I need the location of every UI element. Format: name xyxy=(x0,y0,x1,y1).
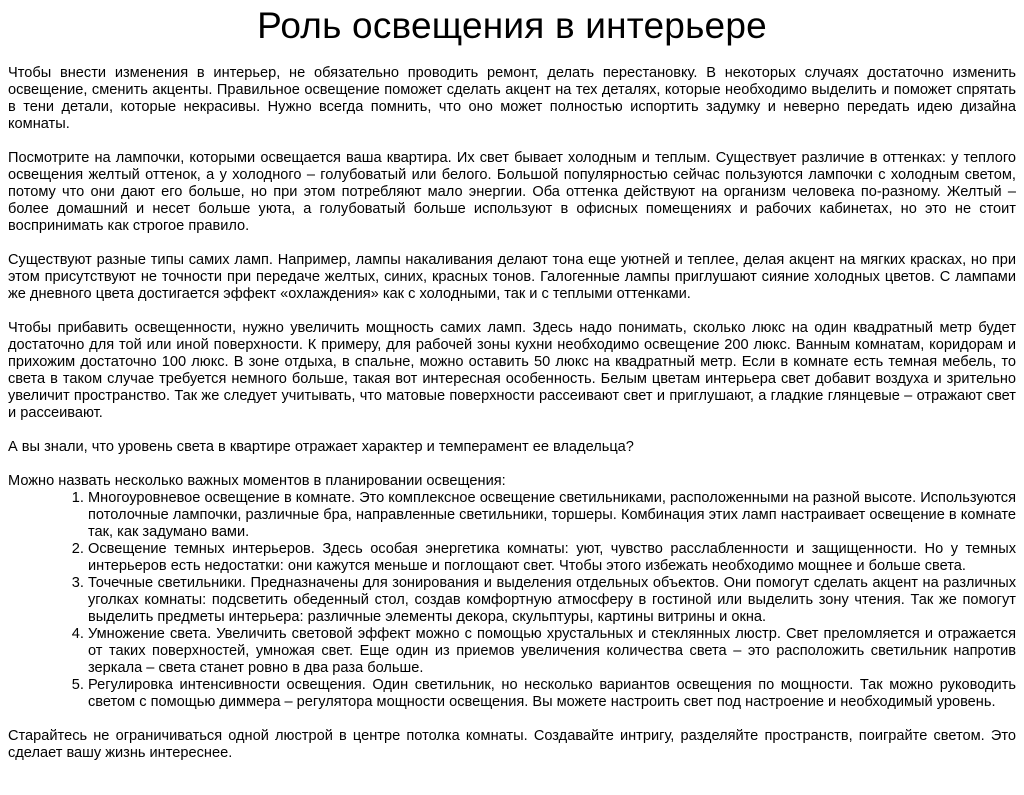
paragraph-intro: Чтобы внести изменения в интерьер, не обязательно проводить ремонт, делать перестановку. В некоторых случаях достаточно изменить освещение, сменить акценты. Правильное освещение поможет сделать акцент на тех деталях, которые необходимо выделить и поможет спрятать в тени детали, которые некрасивы. Нужно всегда помнить, что оно может полностью испортить задумку и неверно передать идею дизайна комнаты. xyxy=(8,65,1016,132)
paragraph-question: А вы знали, что уровень света в квартире отражает характер и темперамент ее владельца? xyxy=(8,439,634,455)
tips-list xyxy=(8,490,1016,711)
paragraph-lamps: Посмотрите на лампочки, которыми освещается ваша квартира. Их свет бывает холодным и теплым. Существует различие в оттенках: у теплого освещения желтый оттенок, а у холодного – голубоватый или белого. Большой популярностью сейчас пользуются лампочки с холодным светом, потому что они дают его больше, но при этом потребляют мало энергии. Оба оттенка действуют на организм человека по-разному. Желтый – более домашний и несет больше уюта, а голубоватый больше используют в офисных помещениях и рабочих кабинетах, но это не стоит воспринимать как строгое правило. xyxy=(8,150,1016,234)
list-item: 5. Регулировка интенсивности освещения. Один светильник, но несколько вариантов освещения по мощности. Так можно руководить светом с помощью диммера – регулятора мощности освещения. Вы можете настроить свет под настроение и необходимый уровень. xyxy=(88,677,1016,711)
article-page xyxy=(0,4,1024,762)
list-intro: Можно назвать несколько важных моментов в планировании освещения: xyxy=(8,473,506,489)
paragraph-lamp-types: Существуют разные типы самих ламп. Например, лампы накаливания делают тона еще уютней и теплее, делая акцент на мягких красках, но при этом присутствуют не точности при передаче желтых, синих, красных тонов. Галогенные лампы приглушают сияние холодных цветов. С лампами же дневного цвета достигается эффект «охлаждения» как с холодными, так и с теплыми оттенками. xyxy=(8,252,1016,302)
paragraph-closing: Старайтесь не ограничиваться одной люстрой в центре потолка комнаты. Создавайте интригу, разделяйте пространств, поиграйте светом. Это сделает вашу жизнь интереснее. xyxy=(8,728,1016,761)
list-item: 3. Точечные светильники. Предназначены для зонирования и выделения отдельных объектов. Они помогут сделать акцент на различных уголках комнаты: подсветить обеденный стол, создав комфортную атмосферу в гостиной или выделить зону чтения. Так же помогут выделить предметы интерьера: различные элементы декора, скульптуры, картины витрины и окна. xyxy=(88,575,1016,626)
page-title: Роль освещения в интерьере xyxy=(257,5,767,46)
list-item: 1. Многоуровневое освещение в комнате. Это комплексное освещение светильниками, расположенными на разной высоте. Используются потолочные лампочки, различные бра, направленные светильники, торшеры. Комбинация этих ламп настраивает освещение в комнате так, как задумано вами. xyxy=(88,490,1016,541)
paragraph-brightness: Чтобы прибавить освещенности, нужно увеличить мощность самих ламп. Здесь надо понимать, сколько люкс на один квадратный метр будет достаточно для той или иной поверхности. К примеру, для рабочей зоны кухни необходимо освещение 200 люкс. Ванным комнатам, коридорам и прихожим достаточно 100 люкс. В зоне отдыха, в спальне, можно оставить 50 люкс на квадратный метр. Если в комнате есть темная мебель, то света в таком случае требуется немного больше, такая вот интересная особенность. Белым цветам интерьера свет добавит воздуха и зрительно увеличит пространство. Так же следует учитывать, что матовые поверхности рассеивают свет и приглушают, а гладкие глянцевые – отражают свет и рассеивают. xyxy=(8,320,1016,421)
list-item: 2. Освещение темных интерьеров. Здесь особая энергетика комнаты: уют, чувство расслабленности и защищенности. Но у темных интерьеров есть недостатки: они кажутся меньше и поглощают свет. Чтобы этого избежать необходимо мощнее и больше света. xyxy=(88,541,1016,575)
list-item: 4. Умножение света. Увеличить световой эффект можно с помощью хрустальных и стеклянных люстр. Свет преломляется и отражается от таких поверхностей, умножая свет. Еще один из приемов увеличения количества света – это расположить светильник напротив зеркала – света станет ровно в два раза больше. xyxy=(88,626,1016,677)
